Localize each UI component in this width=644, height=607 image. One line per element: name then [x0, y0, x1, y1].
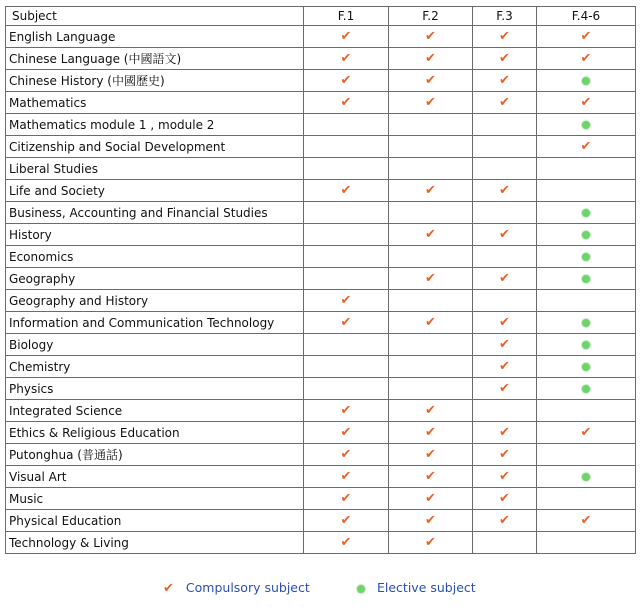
- mark-cell: [389, 136, 473, 158]
- mark-cell: [304, 92, 389, 114]
- mark-cell: [537, 268, 636, 290]
- check-icon: ✔: [163, 581, 174, 596]
- legend-elective: [357, 580, 476, 595]
- table-row: [6, 202, 636, 224]
- mark-cell: [537, 224, 636, 246]
- mark-cell: [389, 158, 473, 180]
- mark-cell: [304, 224, 389, 246]
- mark-cell: [473, 400, 537, 422]
- mark-cell: [304, 422, 389, 444]
- table-row: [6, 400, 636, 422]
- mark-cell: [389, 510, 473, 532]
- subject-cell: Business, Accounting and Financial Studies: [6, 202, 304, 224]
- mark-cell: [473, 268, 537, 290]
- mark-cell: [537, 356, 636, 378]
- check-icon: ✔: [425, 95, 436, 110]
- mark-cell: [473, 532, 537, 554]
- table-row: [6, 444, 636, 466]
- mark-cell: [304, 466, 389, 488]
- check-icon: ✔: [425, 29, 436, 44]
- mark-cell: [304, 246, 389, 268]
- mark-cell: [473, 92, 537, 114]
- check-icon: ✔: [340, 29, 352, 44]
- mark-cell: [389, 466, 473, 488]
- check-icon: ✔: [340, 183, 352, 198]
- subject-cell: Geography: [6, 268, 304, 290]
- mark-cell: [537, 180, 636, 202]
- subject-cell: Physical Education: [6, 510, 304, 532]
- check-icon: ✔: [340, 315, 352, 330]
- subject-cell: Music: [6, 488, 304, 510]
- dot-icon: [582, 121, 590, 129]
- check-icon: ✔: [580, 29, 592, 44]
- mark-cell: [304, 26, 389, 48]
- mark-cell: [389, 290, 473, 312]
- dot-icon: [582, 231, 590, 239]
- check-icon: ✔: [499, 271, 510, 286]
- mark-cell: [473, 444, 537, 466]
- check-icon: ✔: [425, 535, 436, 550]
- dot-icon: [582, 253, 590, 261]
- mark-cell: [389, 400, 473, 422]
- check-icon: ✔: [580, 95, 592, 110]
- check-icon: ✔: [425, 271, 436, 286]
- mark-cell: [304, 334, 389, 356]
- check-icon: ✔: [425, 447, 436, 462]
- table-row: [6, 466, 636, 488]
- table-body: [6, 26, 636, 554]
- header-row: [6, 7, 636, 26]
- mark-cell: [304, 532, 389, 554]
- table-row: [6, 488, 636, 510]
- check-icon: ✔: [425, 425, 436, 440]
- check-icon: ✔: [425, 51, 436, 66]
- mark-cell: [304, 114, 389, 136]
- mark-cell: [389, 70, 473, 92]
- subject-cell: Integrated Science: [6, 400, 304, 422]
- mark-cell: [473, 422, 537, 444]
- subject-cell: Liberal Studies: [6, 158, 304, 180]
- subject-cell: Technology & Living: [6, 532, 304, 554]
- mark-cell: [304, 400, 389, 422]
- mark-cell: [473, 48, 537, 70]
- mark-cell: [473, 158, 537, 180]
- check-icon: ✔: [340, 403, 352, 418]
- check-icon: ✔: [425, 491, 436, 506]
- mark-cell: [537, 532, 636, 554]
- mark-cell: [304, 290, 389, 312]
- mark-cell: [537, 510, 636, 532]
- mark-cell: [389, 180, 473, 202]
- mark-cell: [537, 136, 636, 158]
- check-icon: ✔: [340, 73, 352, 88]
- mark-cell: [304, 488, 389, 510]
- subject-cell: Economics: [6, 246, 304, 268]
- check-icon: ✔: [340, 95, 352, 110]
- check-icon: ✔: [425, 403, 436, 418]
- mark-cell: [537, 70, 636, 92]
- mark-cell: [537, 246, 636, 268]
- mark-cell: [473, 290, 537, 312]
- mark-cell: [473, 246, 537, 268]
- mark-cell: [473, 488, 537, 510]
- mark-cell: [537, 488, 636, 510]
- check-icon: ✔: [499, 359, 510, 374]
- mark-cell: [389, 422, 473, 444]
- table-row: [6, 378, 636, 400]
- mark-cell: [304, 48, 389, 70]
- check-icon: ✔: [499, 513, 510, 528]
- mark-cell: [473, 224, 537, 246]
- check-icon: ✔: [499, 73, 510, 88]
- check-icon: ✔: [580, 139, 592, 154]
- mark-cell: [473, 202, 537, 224]
- subject-cell: Mathematics module 1 , module 2: [6, 114, 304, 136]
- mark-cell: [473, 378, 537, 400]
- mark-cell: [537, 378, 636, 400]
- table-row: [6, 422, 636, 444]
- table-row: [6, 136, 636, 158]
- mark-cell: [537, 290, 636, 312]
- subject-cell: Citizenship and Social Development: [6, 136, 304, 158]
- mark-cell: [537, 114, 636, 136]
- mark-cell: [389, 444, 473, 466]
- mark-cell: [389, 114, 473, 136]
- check-icon: ✔: [340, 293, 352, 308]
- legend-compulsory: [163, 580, 310, 596]
- mark-cell: [537, 312, 636, 334]
- check-icon: ✔: [499, 425, 510, 440]
- mark-cell: [537, 466, 636, 488]
- mark-cell: [473, 356, 537, 378]
- subject-cell: Chinese History (中國歷史): [6, 70, 304, 92]
- check-icon: ✔: [499, 95, 510, 110]
- subject-cell: Physics: [6, 378, 304, 400]
- table-row: [6, 246, 636, 268]
- mark-cell: [537, 48, 636, 70]
- mark-cell: [389, 202, 473, 224]
- table-row: [6, 224, 636, 246]
- table-row: [6, 70, 636, 92]
- mark-cell: [304, 180, 389, 202]
- mark-cell: [304, 378, 389, 400]
- mark-cell: [537, 202, 636, 224]
- mark-cell: [537, 400, 636, 422]
- subject-cell: Chemistry: [6, 356, 304, 378]
- check-icon: ✔: [340, 469, 352, 484]
- dot-icon: [582, 341, 590, 349]
- mark-cell: [473, 114, 537, 136]
- subject-cell: Biology: [6, 334, 304, 356]
- dot-icon: [582, 385, 590, 393]
- check-icon: ✔: [499, 183, 510, 198]
- mark-cell: [389, 378, 473, 400]
- subject-cell: Life and Society: [6, 180, 304, 202]
- mark-cell: [304, 136, 389, 158]
- check-icon: ✔: [340, 491, 352, 506]
- mark-cell: [473, 180, 537, 202]
- check-icon: ✔: [499, 381, 510, 396]
- table-row: [6, 48, 636, 70]
- check-icon: ✔: [499, 337, 510, 352]
- check-icon: ✔: [580, 51, 592, 66]
- subject-table: [5, 6, 636, 554]
- table-row: [6, 290, 636, 312]
- mark-cell: [304, 444, 389, 466]
- check-icon: ✔: [499, 447, 510, 462]
- check-icon: ✔: [499, 51, 510, 66]
- mark-cell: [389, 224, 473, 246]
- check-icon: ✔: [340, 535, 352, 550]
- check-icon: ✔: [499, 469, 510, 484]
- check-icon: ✔: [425, 513, 436, 528]
- table-row: [6, 268, 636, 290]
- mark-cell: [537, 422, 636, 444]
- mark-cell: [389, 48, 473, 70]
- mark-cell: [537, 26, 636, 48]
- mark-cell: [389, 532, 473, 554]
- dot-icon: [357, 585, 365, 593]
- table-row: [6, 92, 636, 114]
- check-icon: ✔: [340, 447, 352, 462]
- mark-cell: [389, 356, 473, 378]
- check-icon: ✔: [340, 51, 352, 66]
- dot-icon: [582, 209, 590, 217]
- mark-cell: [304, 70, 389, 92]
- mark-cell: [389, 334, 473, 356]
- check-icon: ✔: [499, 29, 510, 44]
- check-icon: ✔: [340, 513, 352, 528]
- mark-cell: [473, 334, 537, 356]
- mark-cell: [389, 26, 473, 48]
- table-row: [6, 312, 636, 334]
- check-icon: ✔: [580, 425, 592, 440]
- check-icon: ✔: [340, 425, 352, 440]
- check-icon: ✔: [499, 315, 510, 330]
- mark-cell: [537, 92, 636, 114]
- table-row: [6, 510, 636, 532]
- check-icon: ✔: [425, 73, 436, 88]
- mark-cell: [304, 312, 389, 334]
- mark-cell: [304, 356, 389, 378]
- mark-cell: [389, 268, 473, 290]
- column-header-f2: F.2: [389, 7, 473, 26]
- subject-cell: History: [6, 224, 304, 246]
- subject-cell: Information and Communication Technology: [6, 312, 304, 334]
- mark-cell: [537, 334, 636, 356]
- mark-cell: [537, 444, 636, 466]
- mark-cell: [304, 158, 389, 180]
- table-row: [6, 180, 636, 202]
- dot-icon: [582, 363, 590, 371]
- subject-cell: Mathematics: [6, 92, 304, 114]
- mark-cell: [537, 158, 636, 180]
- table-row: [6, 356, 636, 378]
- mark-cell: [473, 510, 537, 532]
- table-row: [6, 334, 636, 356]
- check-icon: ✔: [425, 315, 436, 330]
- legend: [0, 580, 644, 600]
- column-header-f1: F.1: [304, 7, 389, 26]
- column-header-f3: F.3: [473, 7, 537, 26]
- legend-elective-label: Elective subject: [377, 580, 476, 595]
- subject-cell: Putonghua (普通話): [6, 444, 304, 466]
- subject-cell: Chinese Language (中國語文): [6, 48, 304, 70]
- mark-cell: [473, 26, 537, 48]
- check-icon: ✔: [580, 513, 592, 528]
- subject-cell: Geography and History: [6, 290, 304, 312]
- mark-cell: [304, 268, 389, 290]
- mark-cell: [473, 70, 537, 92]
- check-icon: ✔: [425, 469, 436, 484]
- table-row: [6, 26, 636, 48]
- mark-cell: [473, 136, 537, 158]
- mark-cell: [304, 510, 389, 532]
- subject-cell: Visual Art: [6, 466, 304, 488]
- dot-icon: [582, 473, 590, 481]
- table-row: [6, 114, 636, 136]
- mark-cell: [389, 312, 473, 334]
- check-icon: ✔: [425, 227, 436, 242]
- table-row: [6, 532, 636, 554]
- table-row: [6, 158, 636, 180]
- column-header-subject: Subject: [6, 7, 304, 26]
- dot-icon: [582, 275, 590, 283]
- check-icon: ✔: [425, 183, 436, 198]
- check-icon: ✔: [499, 491, 510, 506]
- mark-cell: [473, 466, 537, 488]
- dot-icon: [582, 319, 590, 327]
- mark-cell: [304, 202, 389, 224]
- column-header-f4-6: F.4-6: [537, 7, 636, 26]
- subject-cell: English Language: [6, 26, 304, 48]
- dot-icon: [582, 77, 590, 85]
- subject-cell: Ethics & Religious Education: [6, 422, 304, 444]
- mark-cell: [389, 92, 473, 114]
- mark-cell: [389, 488, 473, 510]
- mark-cell: [473, 312, 537, 334]
- check-icon: ✔: [499, 227, 510, 242]
- legend-compulsory-label: Compulsory subject: [185, 580, 310, 595]
- mark-cell: [389, 246, 473, 268]
